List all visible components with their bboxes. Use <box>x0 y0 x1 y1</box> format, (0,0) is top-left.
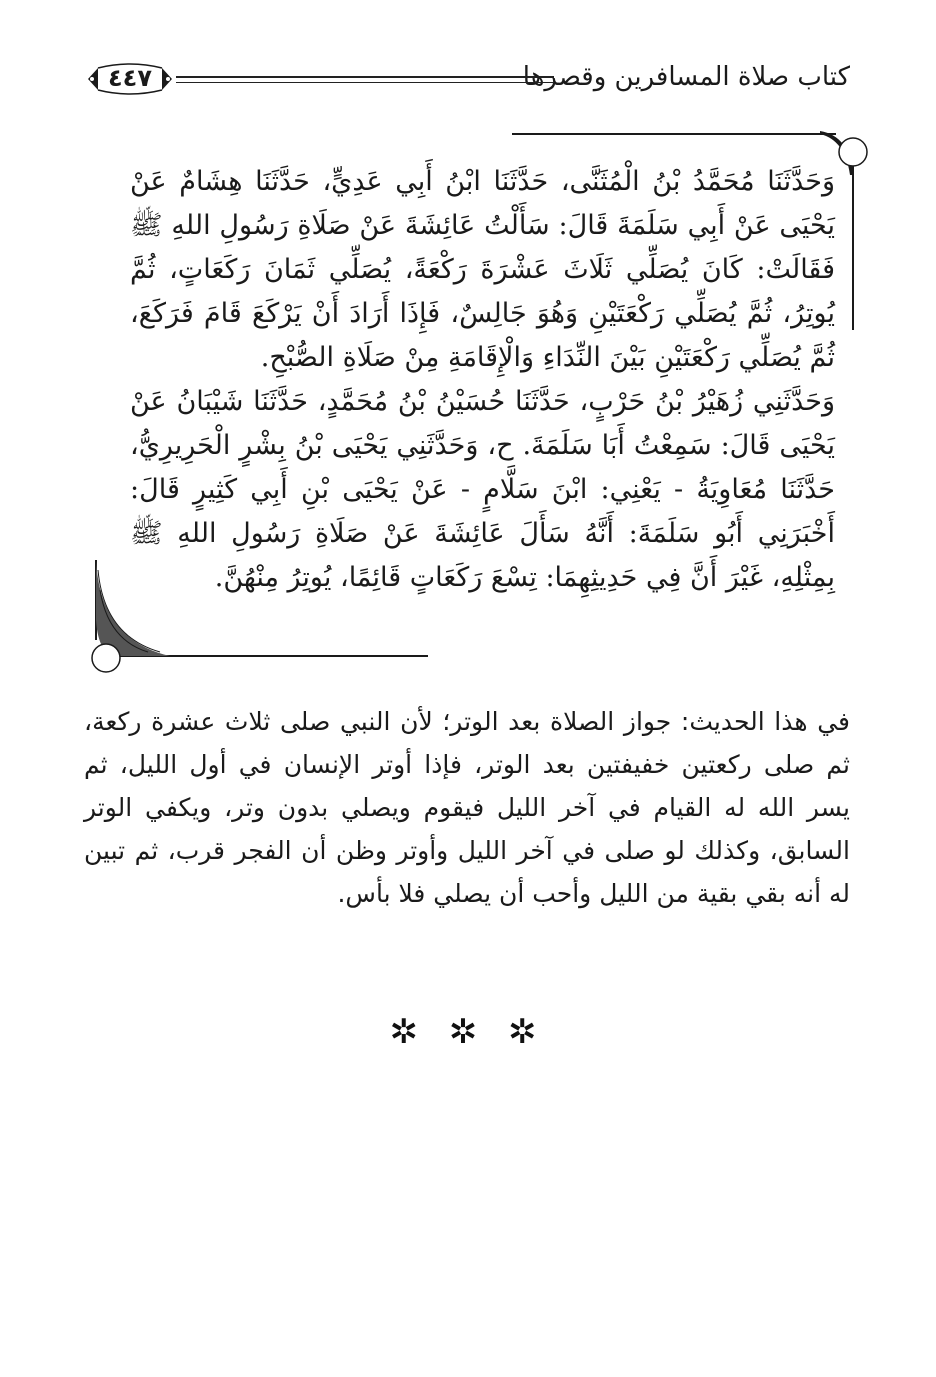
header-rule <box>176 76 554 78</box>
hadith-paragraph: وَحَدَّثَنَا مُحَمَّدُ بْنُ الْمُثَنَّى، حَدَّثَنَا ابْنُ أَبِي عَدِيٍّ، حَدَّثَنَا هِشَامٌ عَنْ يَحْيَى عَنْ أَبِي سَلَمَةَ قَالَ: سَأَلْتُ عَائِشَةَ عَنْ صَلَاةِ رَسُولِ اللهِ ﷺ فَقَالَتْ: كَانَ يُصَلِّي ثَلَاثَ عَشْرَةَ رَكْعَةً، يُصَلِّي ثَمَانَ رَكَعَاتٍ، ثُمَّ يُوتِرُ، ثُمَّ يُصَلِّي رَكْعَتَيْنِ وَهُوَ جَالِسٌ، فَإِذَا أَرَادَ أَنْ يَرْكَعَ قَامَ فَرَكَعَ، ثُمَّ يُصَلِّي رَكْعَتَيْنِ بَيْنَ النِّدَاءِ وَالْإِقَامَةِ مِنْ صَلَاةِ الصُّبْحِ. <box>130 166 835 373</box>
page-number-badge <box>84 62 176 96</box>
header-rule-thin <box>176 82 554 83</box>
running-header <box>84 62 850 102</box>
page-number: ٤٤٧ <box>108 64 152 92</box>
book-title: كتاب صلاة المسافرين وقصرها <box>522 62 850 92</box>
section-end-ornament: ✲ ✲ ✲ <box>389 1012 547 1052</box>
commentary-block <box>84 700 850 915</box>
hadith-block <box>130 160 835 600</box>
hadith-paragraph: وَحَدَّثَنِي زُهَيْرُ بْنُ حَرْبٍ، حَدَّثَنَا حُسَيْنُ بْنُ مُحَمَّدٍ، حَدَّثَنَا شَيْبَانُ عَنْ يَحْيَى قَالَ: سَمِعْتُ أَبَا سَلَمَةَ. ح، وَحَدَّثَنِي يَحْيَى بْنُ بِشْرٍ الْحَرِيرِيُّ، حَدَّثَنَا مُعَاوِيَةُ - يَعْنِي: ابْنَ سَلَّامٍ - عَنْ يَحْيَى بْنِ أَبِي كَثِيرٍ قَالَ: أَخْبَرَنِي أَبُو سَلَمَةَ: أَنَّهُ سَأَلَ عَائِشَةَ عَنْ صَلَاةِ رَسُولِ اللهِ ﷺ بِمِثْلِهِ، غَيْرَ أَنَّ فِي حَدِيثِهِمَا: تِسْعَ رَكَعَاتٍ قَائِمًا، يُوتِرُ مِنْهُنَّ. <box>130 386 835 593</box>
commentary-paragraph: في هذا الحديث: جواز الصلاة بعد الوتر؛ لأن النبي صلى ثلاث عشرة ركعة، ثم صلى ركعتين خفيفتين بعد الوتر، فإذا أوتر الإنسان في أول الليل، ثم يسر الله له القيام في آخر الليل فيقوم ويصلي بدون وتر، ويكفي الوتر السابق، وكذلك لو صلى في آخر الليل وأوتر وظن أن الفجر قرب، ثم تبين له أنه بقي بقية من الليل وأحب أن يصلي فلا بأس. <box>84 707 850 908</box>
